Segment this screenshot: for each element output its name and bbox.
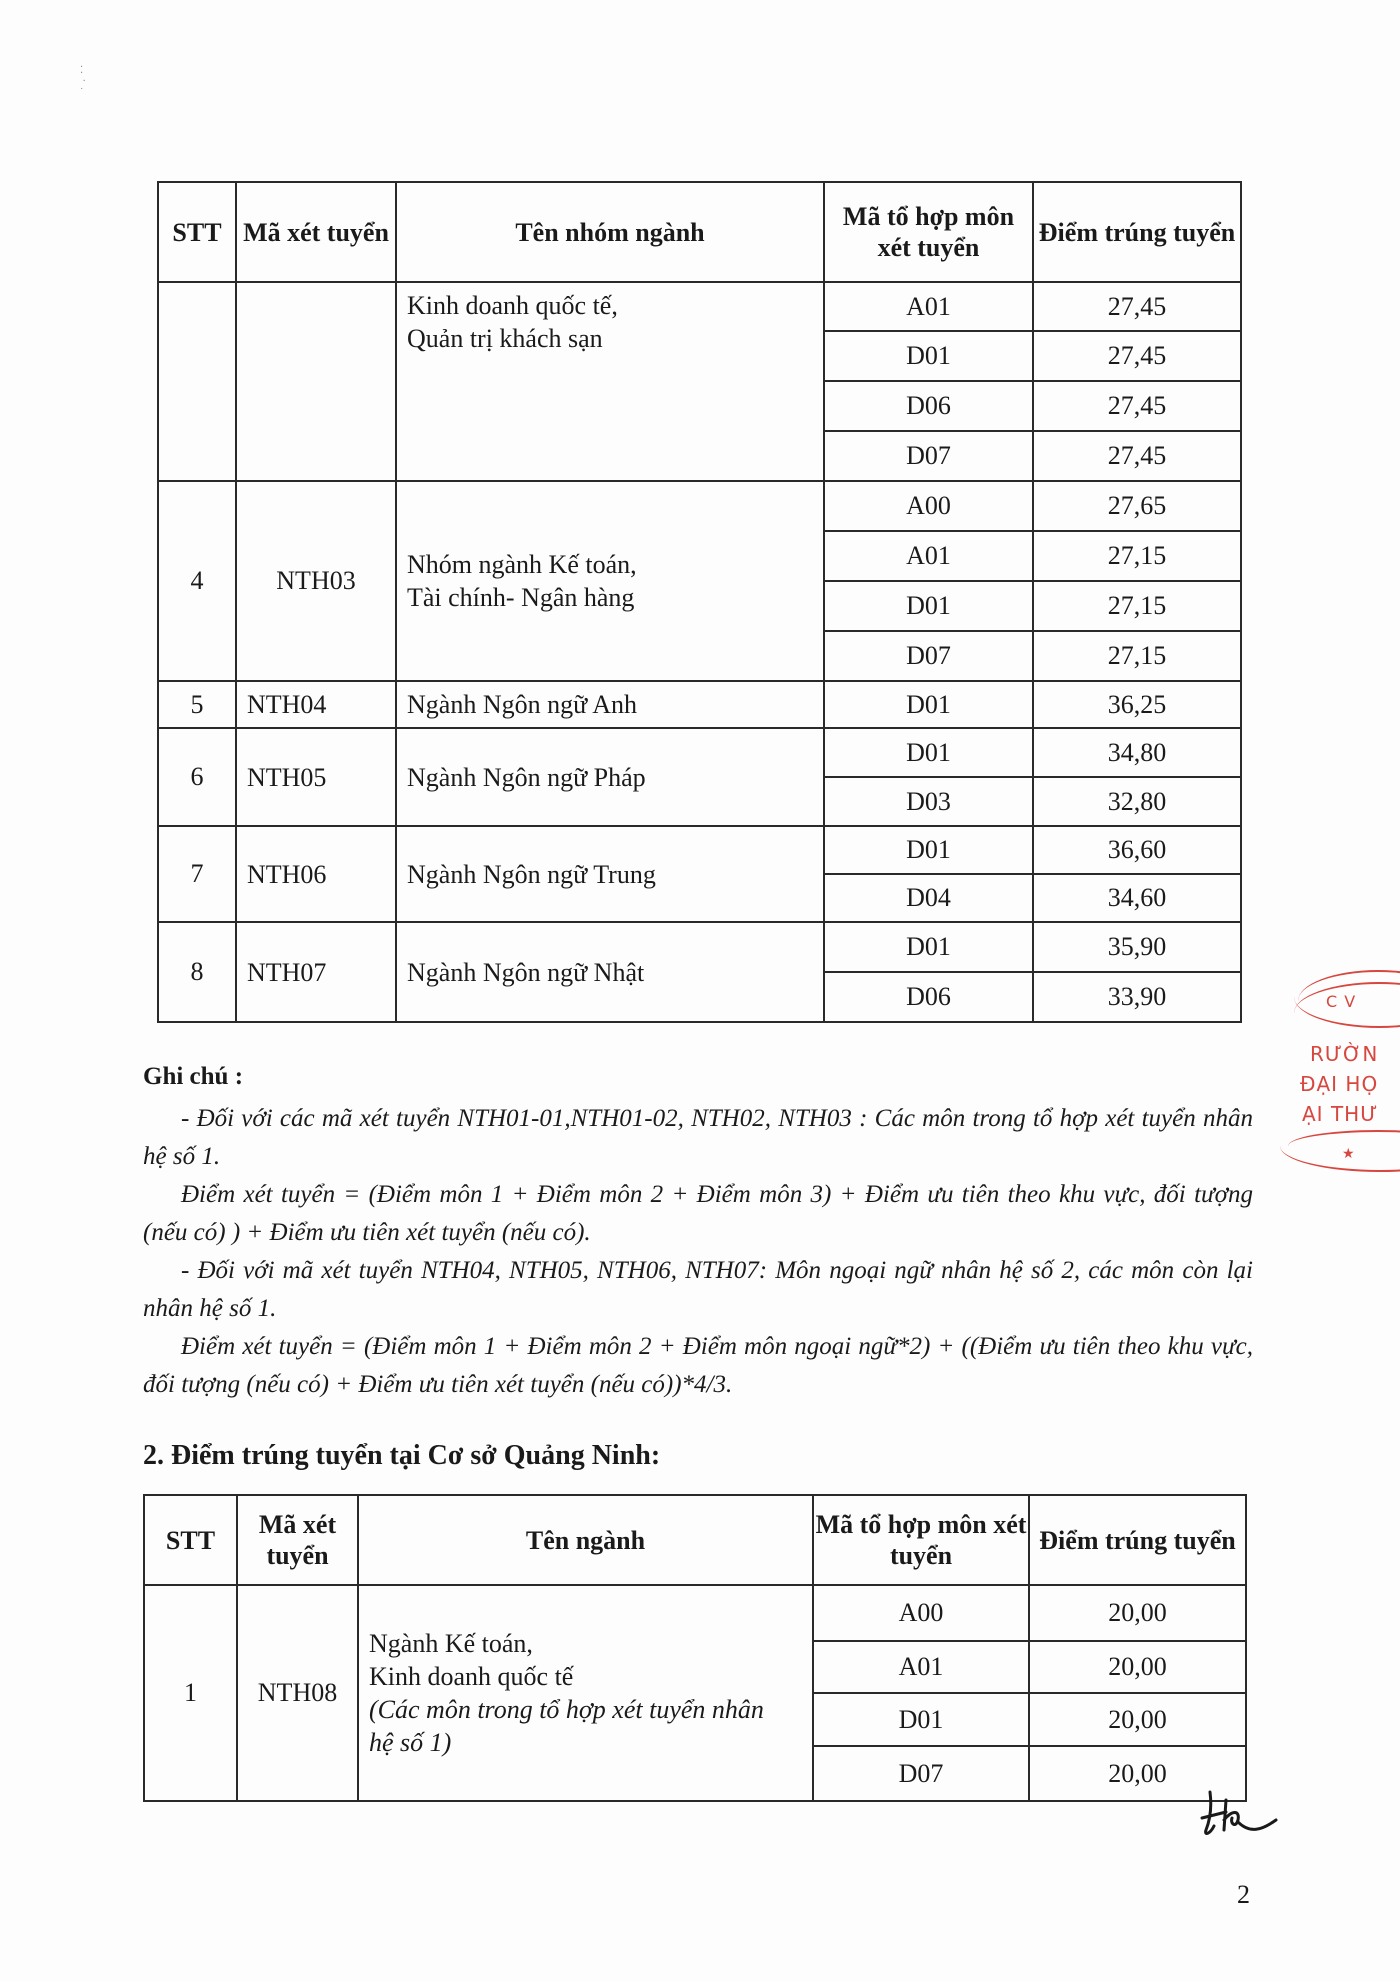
major-cell: Ngành Ngôn ngữ Pháp	[396, 728, 824, 826]
combo-cell: A01	[824, 282, 1033, 331]
table-header-row	[144, 1495, 1246, 1585]
score-cell: 34,60	[1033, 874, 1241, 922]
table-header-row	[158, 182, 1241, 282]
major-name-line: Ngành Kế toán,	[369, 1629, 533, 1658]
notes-section	[143, 1058, 1253, 1404]
combo-cell: D07	[824, 631, 1033, 681]
code-cell: NTH03	[236, 481, 396, 681]
major-name-line: Nhóm ngành Kế toán,	[407, 550, 637, 579]
combo-cell: D01	[824, 728, 1033, 777]
major-cell: Ngành Ngôn ngữ Nhật	[396, 922, 824, 1022]
stt-cell: 4	[158, 481, 236, 681]
combo-cell: D01	[824, 826, 1033, 874]
score-cell: 33,90	[1033, 972, 1241, 1022]
combo-cell: D07	[813, 1746, 1029, 1801]
score-cell: 20,00	[1029, 1746, 1246, 1801]
combo-cell: D07	[824, 431, 1033, 481]
stt-cell: 1	[144, 1585, 237, 1801]
major-cell: Ngành Ngôn ngữ Anh	[396, 681, 824, 728]
stt-cell: 7	[158, 826, 236, 922]
combo-cell: D01	[824, 681, 1033, 728]
combo-cell: A00	[824, 481, 1033, 531]
combo-cell: D01	[824, 581, 1033, 631]
score-cell: 20,00	[1029, 1693, 1246, 1746]
table-row	[158, 728, 1241, 777]
score-cell: 27,45	[1033, 331, 1241, 381]
header-major-group: Tên nhóm ngành	[396, 182, 824, 282]
code-cell: NTH07	[236, 922, 396, 1022]
table-row	[158, 826, 1241, 874]
combo-cell: A00	[813, 1585, 1029, 1641]
stamp-text: C V	[1326, 992, 1357, 1011]
code-cell: NTH06	[236, 826, 396, 922]
table-row	[158, 681, 1241, 728]
code-cell	[236, 282, 396, 481]
score-cell: 32,80	[1033, 777, 1241, 826]
stt-cell	[158, 282, 236, 481]
table-row	[158, 922, 1241, 972]
score-cell: 27,15	[1033, 631, 1241, 681]
combo-cell: D06	[824, 381, 1033, 431]
score-cell: 27,45	[1033, 282, 1241, 331]
table-row	[158, 481, 1241, 531]
score-cell: 20,00	[1029, 1585, 1246, 1641]
combo-cell: A01	[813, 1641, 1029, 1693]
header-subject-combo: Mã tổ hợp môn xét tuyển	[813, 1495, 1029, 1585]
header-score: Điểm trúng tuyển	[1029, 1495, 1246, 1585]
page-number: 2	[1237, 1880, 1250, 1909]
note-paragraph: - Đối với các mã xét tuyển NTH01-01,NTH01-02, NTH02, NTH03 : Các môn trong tổ hợp xét tuyển nhân hệ số 1.	[143, 1105, 1253, 1170]
score-cell: 35,90	[1033, 922, 1241, 972]
score-cell: 27,15	[1033, 531, 1241, 581]
stt-cell: 8	[158, 922, 236, 1022]
combo-cell: D01	[813, 1693, 1029, 1746]
major-cell	[358, 1585, 813, 1801]
combo-cell: A01	[824, 531, 1033, 581]
major-cell	[396, 282, 824, 481]
code-cell: NTH04	[236, 681, 396, 728]
red-seal-stamp	[1292, 970, 1400, 1210]
major-name-line: Quản trị khách sạn	[407, 324, 603, 353]
score-cell: 36,60	[1033, 826, 1241, 874]
major-cell	[396, 481, 824, 681]
combo-cell: D04	[824, 874, 1033, 922]
header-score: Điểm trúng tuyển	[1033, 182, 1241, 282]
stamp-text: RƯỜN	[1310, 1042, 1379, 1066]
stamp-text: ẠI THƯ	[1302, 1102, 1379, 1126]
score-cell: 20,00	[1029, 1641, 1246, 1693]
score-cell: 34,80	[1033, 728, 1241, 777]
score-cell: 27,45	[1033, 381, 1241, 431]
combo-cell: D01	[824, 922, 1033, 972]
combo-cell: D01	[824, 331, 1033, 381]
score-cell: 27,65	[1033, 481, 1241, 531]
combo-cell: D03	[824, 777, 1033, 826]
note-formula: Điểm xét tuyển = (Điểm môn 1 + Điểm môn 2 + Điểm môn ngoại ngữ*2) + ((Điểm ưu tiên theo khu vực, đối tượng (nếu có) + Điểm ưu tiên xét tuyển (nếu có))*4/3.	[143, 1333, 1253, 1398]
note-paragraph: - Đối với mã xét tuyển NTH04, NTH05, NTH06, NTH07: Môn ngoại ngữ nhân hệ số 2, các môn còn lại nhân hệ số 1.	[143, 1257, 1253, 1322]
header-stt: STT	[158, 182, 236, 282]
signature	[1200, 1790, 1280, 1840]
major-note: (Các môn trong tổ hợp xét tuyển nhân hệ số 1)	[369, 1695, 764, 1757]
scan-speck: ⁚ · ˙	[80, 65, 86, 98]
notes-title: Ghi chú :	[143, 1063, 244, 1090]
major-name-line: Tài chính- Ngân hàng	[407, 583, 635, 612]
major-name-line: Kinh doanh quốc tế	[369, 1662, 574, 1691]
major-cell: Ngành Ngôn ngữ Trung	[396, 826, 824, 922]
stt-cell: 5	[158, 681, 236, 728]
header-major: Tên ngành	[358, 1495, 813, 1585]
header-code: Mã xét tuyển	[237, 1495, 358, 1585]
major-name-line: Kinh doanh quốc tế,	[407, 291, 618, 320]
admission-scores-table-hanoi	[157, 181, 1242, 1023]
score-cell: 27,45	[1033, 431, 1241, 481]
section-heading: 2. Điểm trúng tuyển tại Cơ sở Quảng Ninh:	[143, 1440, 661, 1471]
code-cell: NTH05	[236, 728, 396, 826]
table-row	[144, 1585, 1246, 1641]
note-formula: Điểm xét tuyển = (Điểm môn 1 + Điểm môn 2 + Điểm môn 3) + Điểm ưu tiên theo khu vực, đối tượng (nếu có) ) + Điểm ưu tiên xét tuyển (nếu có).	[143, 1181, 1253, 1246]
score-cell: 27,15	[1033, 581, 1241, 631]
stamp-arc	[1280, 1120, 1400, 1172]
header-subject-combo: Mã tổ hợp môn xét tuyển	[824, 182, 1033, 282]
code-cell: NTH08	[237, 1585, 358, 1801]
header-stt: STT	[144, 1495, 237, 1585]
header-code: Mã xét tuyển	[236, 182, 396, 282]
stt-cell: 6	[158, 728, 236, 826]
star-icon: ★	[1342, 1146, 1356, 1162]
table-row	[158, 282, 1241, 331]
stamp-text: ĐẠI HỌ	[1300, 1072, 1379, 1096]
score-cell: 36,25	[1033, 681, 1241, 728]
admission-scores-table-quangninh	[143, 1494, 1247, 1802]
combo-cell: D06	[824, 972, 1033, 1022]
